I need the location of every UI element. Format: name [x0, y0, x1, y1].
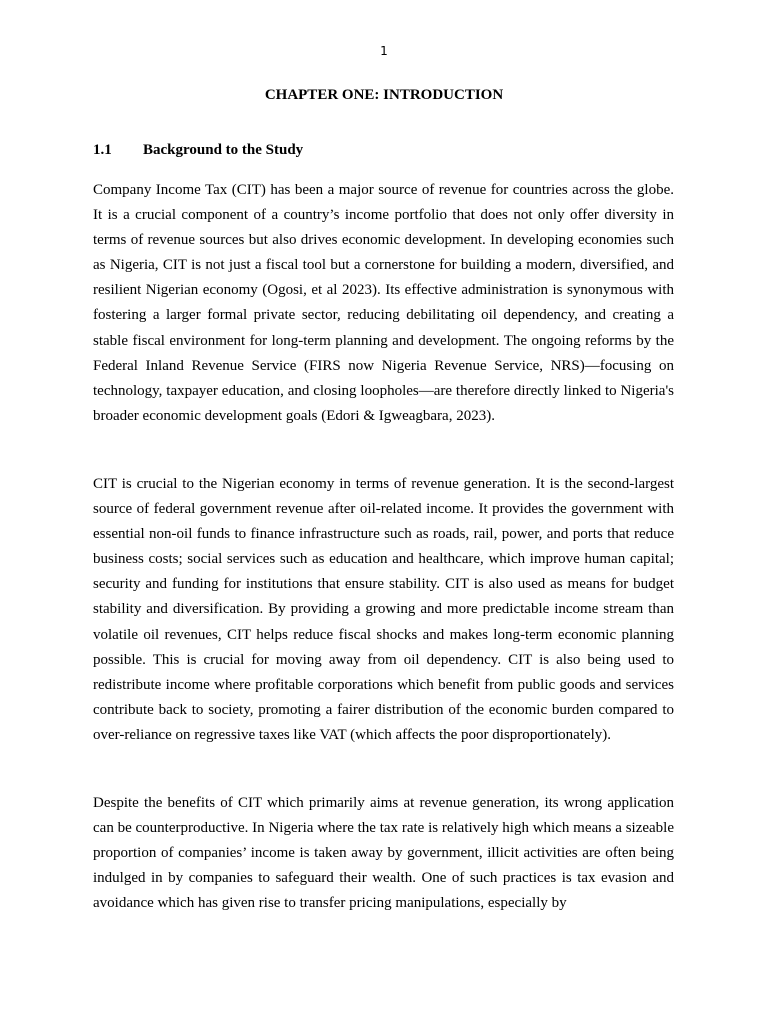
paragraph-3: Despite the benefits of CIT which primarily aims at revenue generation, its wrong application can be counterproductive. In Nigeria where the tax rate is relatively high which means a sizeable proportion of companies’ income is taken away by government, illicit activities are often being indulged in by companies to safeguard their wealth. One of such practices is tax evasion and avoidance which has given rise to transfer pricing manipulations, especially by: [93, 795, 674, 912]
section-title: Background to the Study: [143, 142, 304, 158]
chapter-title: CHAPTER ONE: INTRODUCTION: [264, 87, 504, 103]
page-number: 1: [380, 44, 388, 58]
section-number: 1.1: [93, 142, 112, 158]
paragraph-2: CIT is crucial to the Nigerian economy in terms of revenue generation. It is the second-largest source of federal government revenue after oil-related income. It provides the government with essential non-oil funds to finance infrastructure such as roads, rail, power, and ports that reduce business costs; social services such as education and healthcare, which improve human capital; security and funding for institutions that ensure stability. CIT is also used as means for budget stability and diversification. By providing a growing and more predictable income stream than volatile oil revenues, CIT helps reduce fiscal shocks and makes long-term economic planning possible. This is crucial for moving away from oil dependency. CIT is also being used to redistribute income where profitable corporations which benefit from public goods and services contribute back to society, promoting a fairer distribution of the economic burden compared to over-reliance on regressive taxes like VAT (which affects the poor disproportionately).: [93, 476, 674, 743]
paragraph-1: Company Income Tax (CIT) has been a major source of revenue for countries across the globe. It is a crucial component of a country’s income portfolio that does not only offer diversity in terms of revenue sources but also drives economic development. In developing economies such as Nigeria, CIT is not just a fiscal tool but a cornerstone for building a modern, diversified, and resilient Nigerian economy (Ogosi, et al 2023). Its effective administration is synonymous with fostering a larger formal private sector, reducing debilitating oil dependency, and creating a stable fiscal environment for long-term planning and development. The ongoing reforms by the Federal Inland Revenue Service (FIRS now Nigeria Revenue Service, NRS)—focusing on technology, taxpayer education, and closing loopholes—are therefore directly linked to Nigeria's broader economic development goals (Edori & Igweagbara, 2023).: [93, 182, 674, 424]
section-heading: [93, 142, 303, 159]
